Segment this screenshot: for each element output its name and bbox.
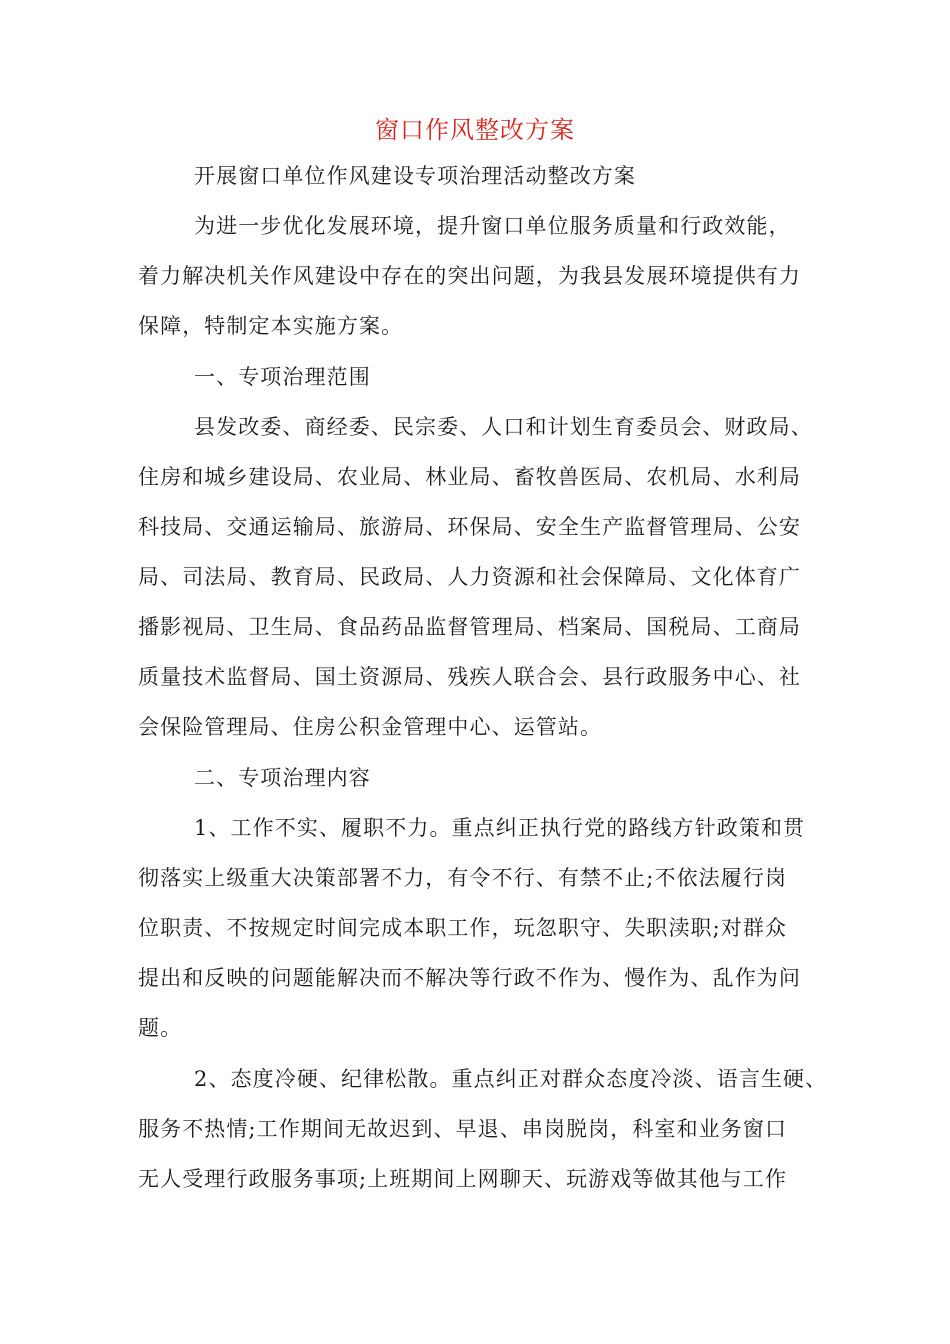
document-subtitle: 开展窗口单位作风建设专项治理活动整改方案 <box>194 164 636 188</box>
section-heading-content: 二、专项治理内容 <box>194 766 371 790</box>
item-1-line: 位职责、不按规定时间完成本职工作，玩忽职守、失职渎职;对群众 <box>138 916 788 940</box>
item-2-line: 无人受理行政服务事项;上班期间上网聊天、玩游戏等做其他与工作 <box>138 1167 788 1191</box>
scope-paragraph-line: 局、司法局、教育局、民政局、人力资源和社会保障局、文化体育广 <box>138 565 801 589</box>
item-1-line: 题。 <box>138 1016 183 1040</box>
intro-paragraph-line: 保障，特制定本实施方案。 <box>138 314 404 338</box>
scope-paragraph-line: 住房和城乡建设局、农业局、林业局、畜牧兽医局、农机局、水利局 <box>138 465 801 489</box>
scope-paragraph-line: 县发改委、商经委、民宗委、人口和计划生育委员会、财政局、 <box>194 415 813 439</box>
item-2-line: 2、态度冷硬、纪律松散。重点纠正对群众态度冷淡、语言生硬、 <box>194 1067 828 1091</box>
scope-paragraph-line: 会保险管理局、住房公积金管理中心、运管站。 <box>138 715 603 739</box>
document-title: 窗口作风整改方案 <box>375 116 575 144</box>
scope-paragraph-line: 科技局、交通运输局、旅游局、环保局、安全生产监督管理局、公安 <box>138 515 801 539</box>
item-1-line: 提出和反映的问题能解决而不解决等行政不作为、慢作为、乱作为问 <box>138 966 801 990</box>
scope-paragraph-line: 播影视局、卫生局、食品药品监督管理局、档案局、国税局、工商局 <box>138 615 801 639</box>
section-heading-scope: 一、专项治理范围 <box>194 365 371 389</box>
item-2-line: 服务不热情;工作期间无故迟到、早退、串岗脱岗，科室和业务窗口 <box>138 1117 788 1141</box>
scope-paragraph-line: 质量技术监督局、国土资源局、残疾人联合会、县行政服务中心、社 <box>138 665 801 689</box>
intro-paragraph-line: 着力解决机关作风建设中存在的突出问题，为我县发展环境提供有力 <box>138 264 801 288</box>
item-1-line: 彻落实上级重大决策部署不力，有令不行、有禁不止;不依法履行岗 <box>138 866 788 890</box>
item-1-line: 1、工作不实、履职不力。重点纠正执行党的路线方针政策和贯 <box>194 816 806 840</box>
intro-paragraph-line: 为进一步优化发展环境，提升窗口单位服务质量和行政效能， <box>194 214 791 238</box>
